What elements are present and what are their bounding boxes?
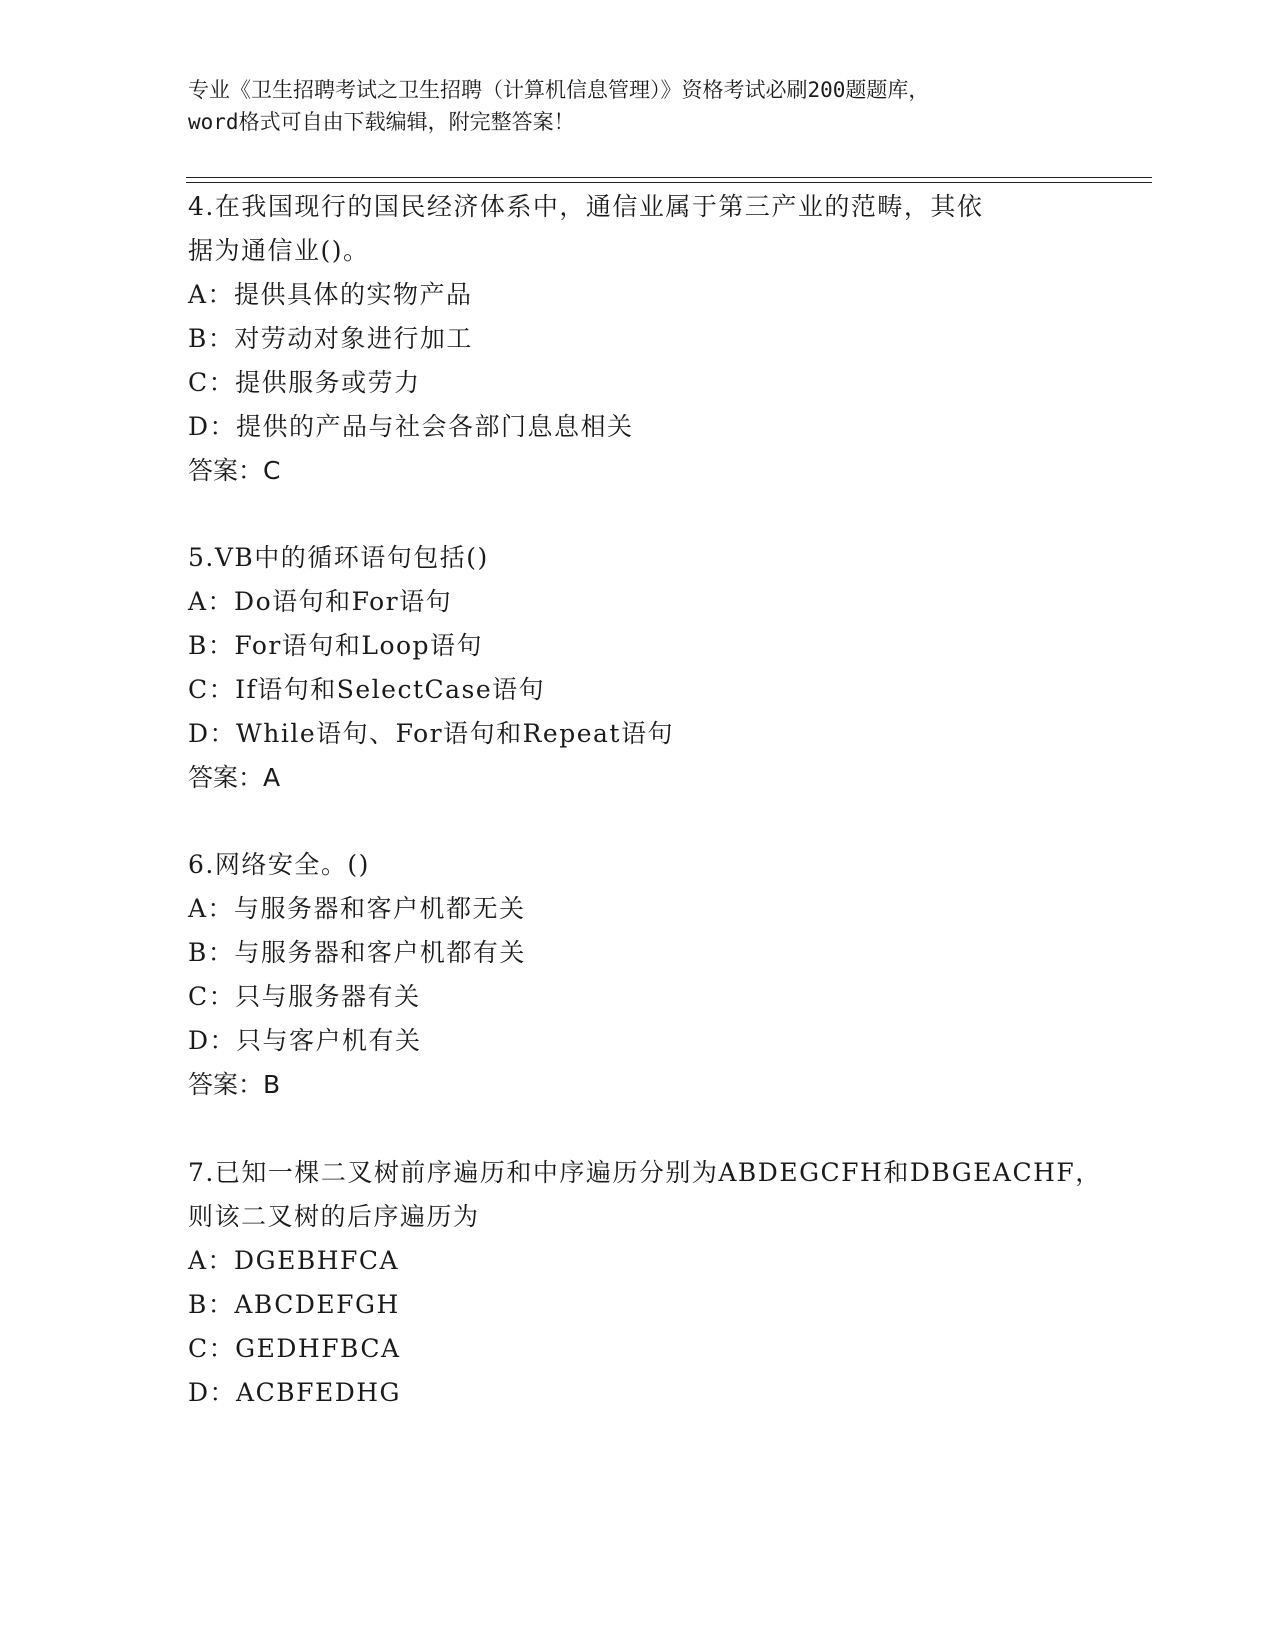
question-7-option-c: C：GEDHFBCA xyxy=(188,1334,401,1363)
question-7-option-b: B：ABCDEFGH xyxy=(188,1290,400,1319)
question-5-option-c: C：If语句和SelectCase语句 xyxy=(188,675,546,704)
header-line-1: 专业《卫生招聘考试之卫生招聘（计算机信息管理）》资格考试必刷200题题库， xyxy=(188,78,930,102)
question-6-stem-line-1: 6.网络安全。() xyxy=(188,850,370,879)
question-6-option-d: D：只与客户机有关 xyxy=(188,1026,422,1055)
question-7-option-a: A：DGEBHFCA xyxy=(188,1246,400,1275)
question-4-stem-line-2: 据为通信业()。 xyxy=(188,236,370,265)
question-4-option-c: C：提供服务或劳力 xyxy=(188,368,421,397)
question-6-option-c: C：只与服务器有关 xyxy=(188,982,421,1011)
question-4-option-b: B：对劳动对象进行加工 xyxy=(188,324,473,353)
question-4-answer: 答案：C xyxy=(188,456,281,485)
question-7-option-d: D：ACBFEDHG xyxy=(188,1378,402,1407)
question-4-option-a: A：提供具体的实物产品 xyxy=(188,280,473,309)
question-5-stem-line-1: 5.VB中的循环语句包括() xyxy=(188,543,489,572)
question-7-stem-line-1: 7.已知一棵二叉树前序遍历和中序遍历分别为ABDEGCFH和DBGEACHF， xyxy=(188,1158,1102,1187)
question-4-stem-line-1: 4.在我国现行的国民经济体系中，通信业属于第三产业的范畴，其依 xyxy=(188,192,984,221)
header-rule-top xyxy=(186,177,1152,178)
question-7-stem-line-2: 则该二叉树的后序遍历为 xyxy=(188,1202,480,1231)
question-6-option-a: A：与服务器和客户机都无关 xyxy=(188,894,526,923)
question-6-answer: 答案：B xyxy=(188,1070,281,1099)
document-header xyxy=(188,74,1088,138)
question-5-option-d: D：While语句、For语句和Repeat语句 xyxy=(188,719,674,748)
question-4-option-d: D：提供的产品与社会各部门息息相关 xyxy=(188,412,634,441)
header-rule-bottom xyxy=(186,182,1152,183)
question-6-option-b: B：与服务器和客户机都有关 xyxy=(188,938,526,967)
question-5-option-b: B：For语句和Loop语句 xyxy=(188,631,484,660)
question-5-option-a: A：Do语句和For语句 xyxy=(188,587,453,616)
header-line-2: word格式可自由下载编辑，附完整答案！ xyxy=(188,110,575,134)
question-5-answer: 答案：A xyxy=(188,763,281,792)
